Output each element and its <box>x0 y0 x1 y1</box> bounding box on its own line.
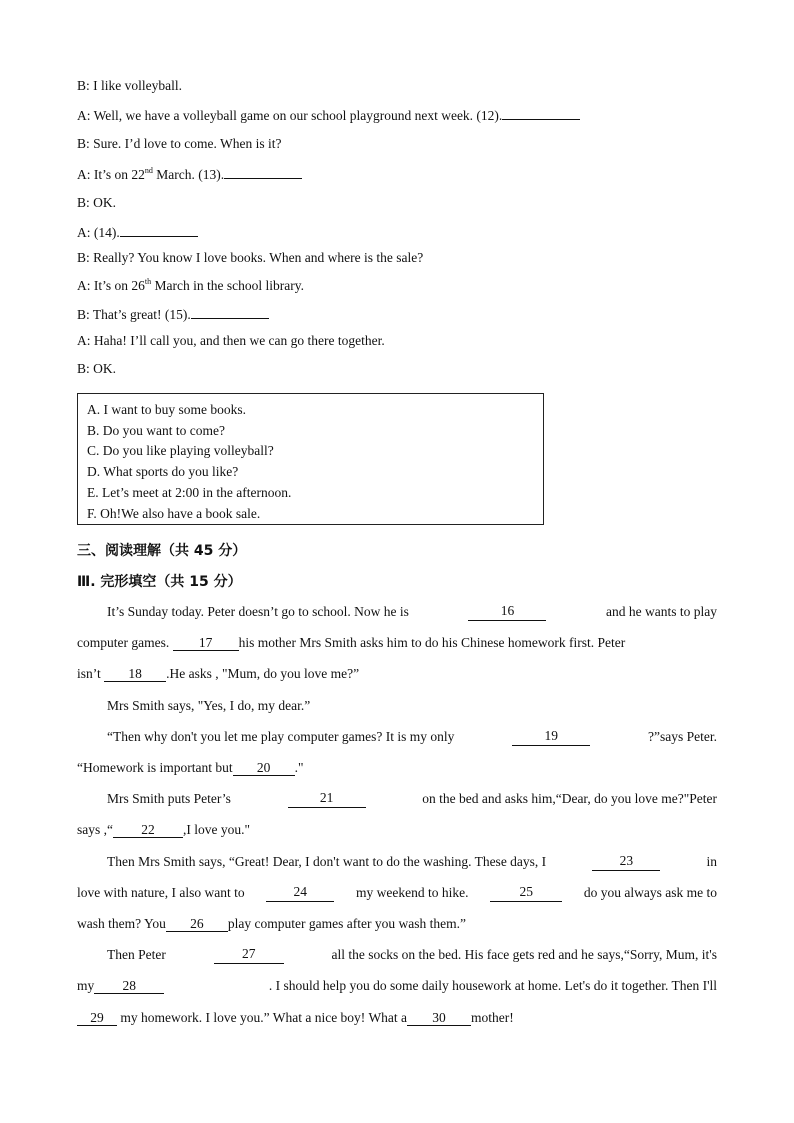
cloze-line: Mrs Smith says, "Yes, I do, my dear.” <box>107 698 311 713</box>
cloze-text: .He asks , "Mum, do you love me?” <box>166 666 360 681</box>
cloze-text: “Homework is important but <box>77 760 233 775</box>
cloze-text: It’s Sunday today. Peter doesn’t go to school. Now he is <box>107 604 409 619</box>
subsection-heading: Ⅲ. 完形填空（共 15 分） <box>77 574 242 590</box>
dialogue-line <box>77 277 304 295</box>
dialogue-line: B: I like volleyball. <box>77 78 182 93</box>
blank-17[interactable]: 17 <box>173 635 239 651</box>
cloze-text: Then Peter <box>107 947 166 962</box>
answer-blank-12[interactable] <box>502 105 580 120</box>
cloze-line <box>77 821 717 839</box>
ordinal-suffix: nd <box>144 166 153 175</box>
cloze-line <box>107 603 717 621</box>
dialogue-line: B: OK. <box>77 195 117 210</box>
blank-20[interactable]: 20 <box>233 760 295 776</box>
cloze-line <box>107 790 717 808</box>
option-e: E. Let’s meet at 2:00 in the afternoon. <box>87 485 292 500</box>
cloze-line <box>77 634 717 652</box>
cloze-text: play computer games after you wash them.” <box>227 916 466 931</box>
options-box <box>77 393 544 525</box>
answer-blank-14[interactable] <box>120 222 198 237</box>
option-f: F. Oh!We also have a book sale. <box>87 506 261 521</box>
cloze-text: “Then why don't you let me play computer games? It is my only <box>107 729 455 744</box>
ordinal-suffix: th <box>144 277 152 286</box>
cloze-text: mother! <box>471 1010 514 1025</box>
cloze-line <box>77 977 717 995</box>
blank-21[interactable]: 21 <box>288 790 366 808</box>
dialogue-line: A: Haha! I’ll call you, and then we can go there together. <box>77 333 385 348</box>
dialogue-text: A: It’s on 22 <box>77 167 145 182</box>
blank-23[interactable]: 23 <box>592 853 660 871</box>
cloze-text: ?”says Peter. <box>648 729 717 744</box>
blank-27[interactable]: 27 <box>214 946 284 964</box>
cloze-text: Then Mrs Smith says, “Great! Dear, I don't want to do the washing. These days, I <box>107 854 547 869</box>
cloze-text: says ,“ <box>77 822 113 837</box>
cloze-text: . I should help you do some daily housework at home. Let's do it together. Then I'll <box>268 978 717 993</box>
dialogue-text: B: That’s great! (15). <box>77 307 191 322</box>
blank-26[interactable]: 26 <box>166 916 228 932</box>
cloze-text: love with nature, I also want to <box>77 885 245 900</box>
dialogue-text: March in the school library. <box>151 278 304 293</box>
blank-16[interactable]: 16 <box>468 603 546 621</box>
dialogue-line <box>77 105 580 125</box>
cloze-text: ,I love you." <box>183 822 250 837</box>
cloze-text: his mother Mrs Smith asks him to do his Chinese homework first. Peter <box>238 635 626 650</box>
cloze-line <box>77 759 717 777</box>
option-a: A. I want to buy some books. <box>87 402 246 417</box>
cloze-line <box>107 728 717 746</box>
blank-22[interactable]: 22 <box>113 822 183 838</box>
blank-28[interactable]: 28 <box>94 978 164 994</box>
section-heading: 三、阅读理解（共 45 分） <box>77 543 247 559</box>
option-c: C. Do you like playing volleyball? <box>87 443 274 458</box>
dialogue-text: A: It’s on 26 <box>77 278 145 293</box>
option-d: D. What sports do you like? <box>87 464 239 479</box>
blank-19[interactable]: 19 <box>512 728 590 746</box>
blank-25[interactable]: 25 <box>490 884 562 902</box>
dialogue-line: B: OK. <box>77 361 117 376</box>
cloze-text: all the socks on the bed. His face gets red and he says,“Sorry, Mum, it's <box>331 947 717 962</box>
cloze-text: do you always ask me to <box>583 885 717 900</box>
answer-blank-13[interactable] <box>224 164 302 179</box>
cloze-text: my homework. I love you.” What a nice boy! What a <box>120 1010 408 1025</box>
blank-24[interactable]: 24 <box>266 884 334 902</box>
dialogue-line: B: Sure. I’d love to come. When is it? <box>77 136 282 151</box>
dialogue-line <box>77 222 198 242</box>
cloze-text: my <box>77 978 95 993</box>
cloze-line <box>77 1009 717 1027</box>
cloze-line <box>77 915 717 933</box>
cloze-text: wash them? You <box>77 916 166 931</box>
cloze-text: ." <box>294 760 304 775</box>
dialogue-text: A: (14). <box>77 225 120 240</box>
cloze-line <box>77 665 717 683</box>
cloze-line <box>107 946 717 964</box>
cloze-text: on the bed and asks him,“Dear, do you love me?"Peter <box>422 791 717 806</box>
option-b: B. Do you want to come? <box>87 423 225 438</box>
cloze-text: computer games. <box>77 635 170 650</box>
blank-29[interactable]: 29 <box>77 1010 117 1026</box>
answer-blank-15[interactable] <box>191 304 269 319</box>
cloze-text: and he wants to play <box>606 604 717 619</box>
cloze-text: Mrs Smith puts Peter’s <box>107 791 231 806</box>
dialogue-line <box>77 164 302 184</box>
dialogue-text: A: Well, we have a volleyball game on our school playground next week. (12). <box>77 108 503 123</box>
cloze-text: my weekend to hike. <box>356 885 469 900</box>
cloze-text: isn’t <box>77 666 101 681</box>
blank-18[interactable]: 18 <box>104 666 166 682</box>
cloze-line <box>107 853 717 871</box>
dialogue-line <box>77 304 269 324</box>
blank-30[interactable]: 30 <box>407 1010 471 1026</box>
cloze-line <box>77 884 717 902</box>
dialogue-line: B: Really? You know I love books. When and where is the sale? <box>77 250 424 265</box>
dialogue-text: March. (13). <box>152 167 225 182</box>
cloze-text: in <box>706 854 717 869</box>
